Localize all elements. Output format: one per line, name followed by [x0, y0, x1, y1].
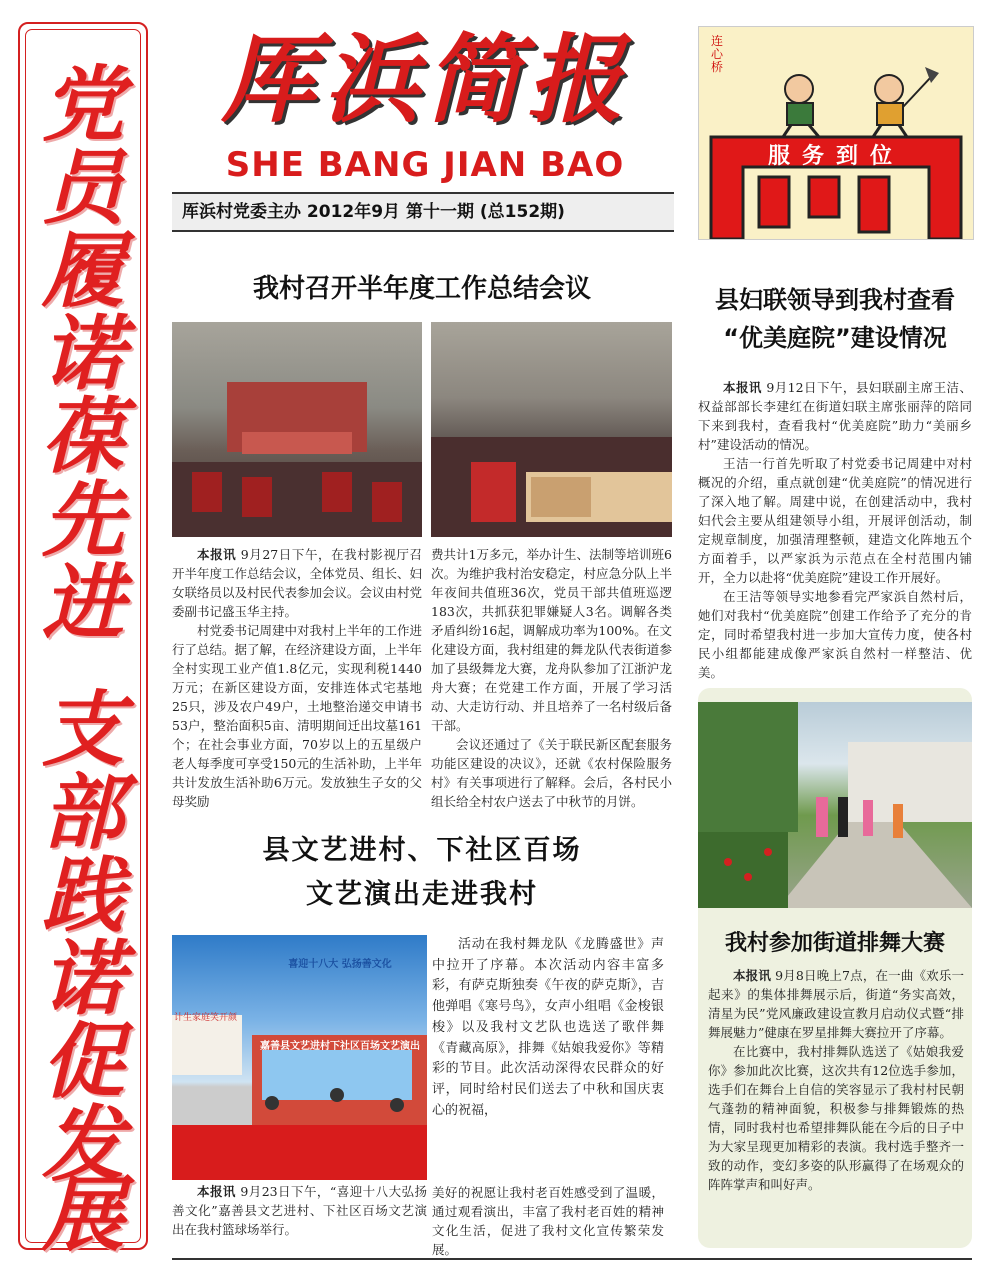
- slogan-char: 诺: [42, 306, 124, 402]
- article1-para: [431, 735, 672, 811]
- bottom-rule: [172, 1258, 972, 1260]
- article1-para: [172, 545, 422, 621]
- article3-body: [698, 378, 972, 682]
- issue-info-bar: 厍浜村党委主办 2012年9月 第十一期 (总152期): [172, 192, 674, 232]
- article2-tail: [432, 1183, 664, 1259]
- article2-headline-2: 文艺演出走进我村: [306, 879, 538, 910]
- slogan-char: 员: [42, 140, 124, 236]
- audience-illustration: [431, 322, 672, 537]
- article3-headline-2: “优美庭院”建设情况: [723, 324, 947, 352]
- para-text: 9月8日晚上7点，在一曲《欢乐一起来》的集体排舞展示后，街道“务实高效，清星为民”党风廉政建设宣教月启动仪式暨“排舞展魅力”健康在罗星排舞大赛拉开了序幕。: [708, 968, 964, 1040]
- para-text: 9月27日下午，在我村影视厅召开半年度工作总结会议，全体党员、组长、妇女联络员以及村民代表参加会议。会议由村党委副书记盛玉华主持。: [172, 547, 423, 619]
- para-text: 费共计1万多元，举办计生、法制等培训班6次。为维护我村治安稳定，村应急分队上半年夜间共值班36次，党员干部共值班巡逻183次，共抓获犯罪嫌疑人3名。调解各类矛盾纠纷16起，调解成功率为100%。在文化建设方面，我村组建的舞龙队代表街道参加了县级舞龙大赛，龙舟队参加了江浙沪龙舟大赛；在党建工作方面，开展了学习活动、大走访行动、并且培养了一名村级后备干部。: [431, 547, 672, 733]
- slogan-char: 展: [42, 1167, 124, 1263]
- slogan-char: 发: [42, 1097, 124, 1193]
- dance-team-photo: [698, 702, 972, 908]
- cartoon-bridge-text: 服务到位: [767, 144, 904, 169]
- dance-photo-illustration: [698, 702, 972, 908]
- slogan-char: 诺: [42, 931, 124, 1027]
- para-text: 在王洁等领导实地参看完严家浜自然村后，她们对我村“优美庭院”创建工作给予了充分的肯定，同时希望我村进一步加大宣传力度，使各村民小组都能建成像严家浜自然村一样整洁、优美。: [698, 589, 972, 680]
- vertical-slogan-banner: [18, 22, 148, 1263]
- article2-para: 活动在我村舞龙队《龙腾盛世》声中拉开了序幕。本次活动内容丰富多彩，有萨克斯独奏《午夜的萨克斯》，吉他弹唱《寒号鸟》，女声小组唱《金梭银梭》以及我村文艺队也选送了歌伴舞《青藏高原》，排舞《姑娘我爱你》等精彩的节目。此次活动深得农民群众的好评，同时给村民们送去了中秋和国庆衷心的祝福，: [432, 937, 664, 1118]
- stage-sub-text: 喜迎十八大 弘扬善文化: [288, 959, 392, 970]
- slogan-char: 部: [42, 765, 124, 861]
- left-sign-text: 计生家庭笑开颜: [174, 1013, 238, 1023]
- article2-right-col: [432, 935, 664, 1121]
- article4-body: [708, 966, 964, 1194]
- article1-headline: 我村召开半年度工作总结会议: [252, 274, 591, 304]
- para-text: 王洁一行首先听取了村党委书记周建中对村概况的介绍，重点就创建“优美庭院”的情况进行了深入地了解。周建中说，在创建活动中，我村妇代会主要从组建领导小组，开展评创活动，制定规章制度，加强清理整顿，建造文化阵地五个方面着手，以严家浜为示范点在全村范围内铺开，全力以赴将“优美庭院”建设工作开展好。: [698, 456, 972, 585]
- para-text: 会议还通过了《关于联民新区配套服务功能区建设的决议》，还就《农村保险服务村》有关事项进行了解释。会后，各村民小组长给全村农户送去了中秋节的月饼。: [431, 737, 672, 809]
- article3-headline-1: 县妇联领导到我村查看: [715, 286, 955, 314]
- para-text: 9月12日下午，县妇联副主席王洁、权益部部长李建红在街道妇联主席张丽萍的陪同下来到我村，查看我村“优美庭院”助力“美丽乡村”建设活动的情况。: [698, 380, 972, 452]
- lead-label: 本报讯: [197, 1184, 236, 1199]
- slogan-char: 党: [42, 57, 124, 153]
- article4-para: [708, 1042, 964, 1194]
- para-text: 村党委书记周建中对我村上半年的工作进行了总结。据了解，在经济建设方面，上半年全村实现工业产值1.8亿元，实现利税1440万元；在新区建设方面，安排连体式宅基地25只，涉及农户49户，土地整治递交申请书53户，整治面积5亩、清明期间迁出坟墓161个；在社会事业方面，70岁以上的五星级户老人每季度可享受150元的生活补助，上半年共计发放生活补助6万元。发放独生子女的父母奖励: [172, 623, 423, 809]
- article1-para: [172, 621, 422, 811]
- slogan-char: 支: [42, 682, 124, 778]
- cartoon-caption: 连心桥: [711, 34, 724, 74]
- slogan-char: 践: [42, 848, 124, 944]
- article3-para: [698, 587, 972, 682]
- article2-under-photo: [172, 1182, 427, 1239]
- article1-para: [431, 545, 672, 735]
- lead-label: 本报讯: [197, 547, 237, 562]
- article2-para: [172, 1182, 427, 1239]
- stage-illustration: [172, 935, 427, 1180]
- slogan-char: 履: [42, 223, 124, 319]
- article1-col1: [172, 545, 422, 811]
- article2-para: 美好的祝愿让我村老百姓感受到了温暖，通过观看演出，丰富了我村老百姓的精神文化生活，促进了我村文化宣传繁荣发展。: [432, 1185, 664, 1257]
- bridge-cartoon: [698, 26, 974, 240]
- slogan-char: 进: [42, 555, 124, 651]
- article3-para: [698, 378, 972, 454]
- slogan-char: 促: [42, 1014, 124, 1110]
- meeting-hall-photo-1: [172, 322, 422, 537]
- article1-col2: [431, 545, 672, 811]
- newspaper-title: 厍浜简报: [221, 23, 629, 136]
- lead-label: 本报讯: [723, 380, 762, 395]
- para-text: 在比赛中，我村排舞队选送了《姑娘我爱你》参加此次比赛，这次共有12位选手参加，选手们在舞台上自信的笑容显示了我村村民朝气蓬勃的精神面貌，积极参与排舞锻炼的热情，同时我村也希望排舞队能在今后的日子中为大家呈现更加精彩的表演。我村选手整齐一致的动作，变幻多姿的队形赢得了在场观众的阵阵掌声和叫好声。: [708, 1044, 964, 1192]
- meeting-hall-illustration: [172, 322, 422, 537]
- stage-banner-text: 嘉善县文艺进村下社区百场文艺演出: [260, 1041, 420, 1052]
- newspaper-pinyin: SHE BANG JIAN BAO: [225, 145, 625, 185]
- slogan-char: 葆: [42, 389, 124, 485]
- cartoon-illustration: [699, 27, 973, 239]
- para-text: 9月23日下午，“喜迎十八大弘扬善文化”嘉善县文艺进村、下社区百场文艺演出在我村篮球场举行。: [172, 1184, 427, 1237]
- lead-label: 本报讯: [733, 968, 771, 983]
- dance-article-box: [698, 688, 972, 1248]
- masthead: [175, 20, 675, 140]
- article3-para: [698, 454, 972, 587]
- slogan-char: 先: [42, 472, 124, 568]
- stage-performance-photo: [172, 935, 427, 1180]
- article4-para: [708, 966, 964, 1042]
- article4-headline: 我村参加街道排舞大赛: [724, 931, 945, 956]
- article2-headline-1: 县文艺进村、下社区百场: [262, 835, 582, 866]
- meeting-hall-photo-2: [431, 322, 672, 537]
